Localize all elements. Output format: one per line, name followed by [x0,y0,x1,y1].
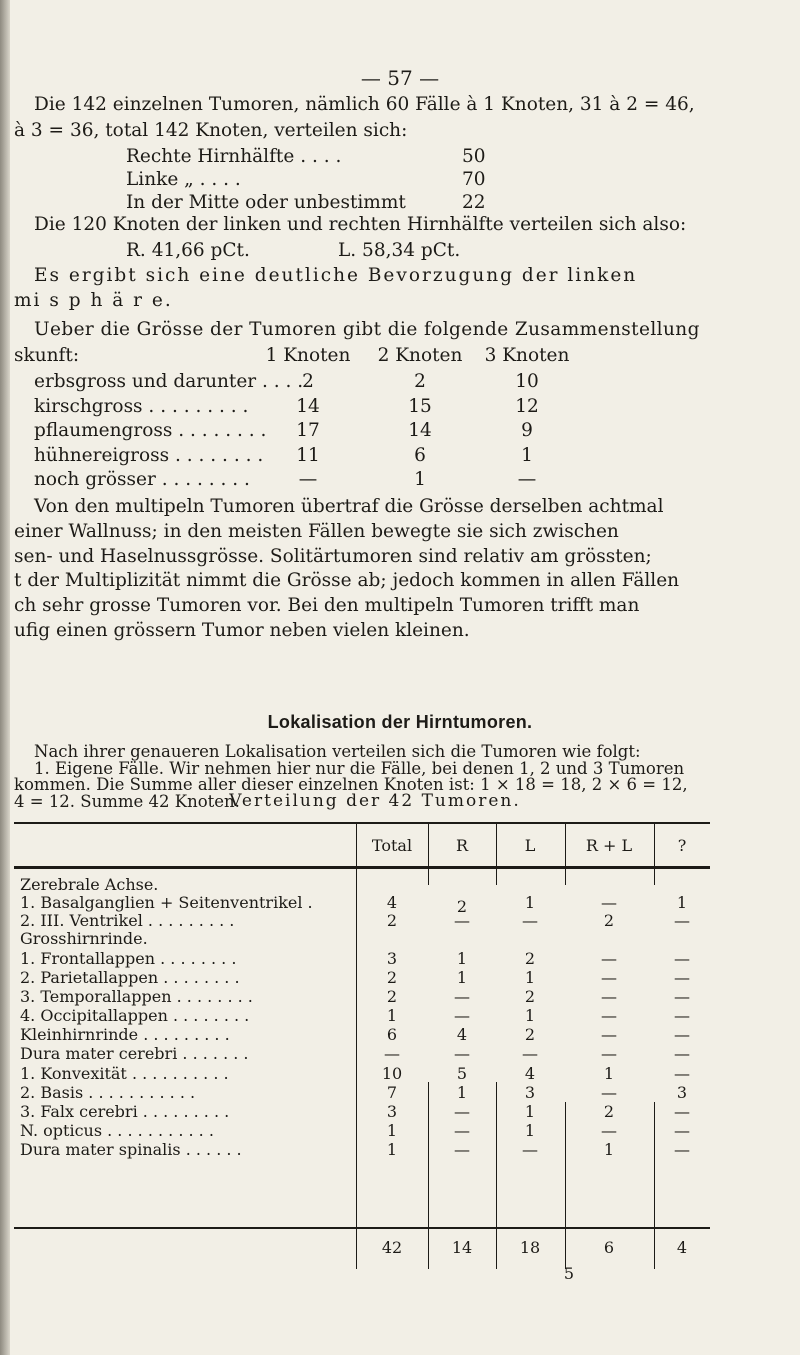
table-cell: — [454,1140,470,1159]
table-row-label: Kleinhirnrinde . . . . . . . . . [20,1025,230,1044]
paragraph-line: ch sehr grosse Tumoren vor. Bei den multipeln Tumoren trifft man [14,595,640,617]
column-divider-top [565,869,566,885]
table-cell: — [674,1006,690,1025]
size-table-cell: 17 [296,420,320,441]
table-total: 42 [381,1238,403,1257]
table-cell: 3 [386,1102,398,1121]
table-cell: 2 [603,1102,615,1121]
table-caption: Verteilung der 42 Tumoren. [229,791,521,811]
para2-line-1: Die 120 Knoten der linken und rechten Hirnhälfte verteilen sich also: [34,214,687,235]
table-cell: — [522,1140,538,1159]
table-cell: — [674,911,690,930]
totals-column-divider [428,1229,429,1269]
paragraph-line: 4 = 12. Summe 42 Knoten. [14,791,240,811]
size-table-cell: 1 [414,469,426,490]
table-row-label: 4. Occipitallappen . . . . . . . . [20,1006,250,1025]
table-cell: — [601,1121,617,1140]
table-column-header: Total [371,836,413,855]
table-cell: 1 [386,1121,398,1140]
header-column-divider [654,822,655,869]
column-divider-top [496,869,497,885]
table-cell: 1 [456,1083,468,1102]
table-cell: 4 [456,1025,468,1044]
distribution-label: Linke „ . . . . [126,169,241,190]
table-top-rule [14,822,710,824]
table-cell: — [454,911,470,930]
table-cell: 1 [524,1121,536,1140]
table-cell: — [601,1025,617,1044]
table-row-label: 3. Falx cerebri . . . . . . . . . [20,1102,230,1121]
table-cell: — [674,968,690,987]
table-row-label: Grosshirnrinde. [20,929,148,948]
table-cell: — [522,1044,538,1063]
table-row-label: Dura mater cerebri . . . . . . . [20,1044,249,1063]
size-table-row-label: noch grösser . . . . . . . . [34,469,250,490]
table-cell: 1 [524,968,536,987]
totals-column-divider [565,1229,566,1269]
page-binding-edge [0,0,10,1355]
table-cell: 2 [386,987,398,1006]
paragraph-line: sen- und Haselnussgrösse. Solitärtumoren sind relativ am grössten; [14,545,652,567]
table-cell: 1 [676,893,688,912]
table-total: 18 [519,1238,541,1257]
size-table-row-label: kirschgross . . . . . . . . . [34,395,249,417]
table-column-header: R [455,836,469,855]
table-header-rule [14,866,710,869]
size-table-cell: 10 [515,371,539,392]
table-cell: — [674,1102,690,1121]
table-extra-number: 5 [563,1264,575,1283]
table-cell: 2 [386,968,398,987]
paragraph-line: kommen. Die Summe aller dieser einzelnen Knoten ist: 1 × 18 = 18, 2 × 6 = 12, [14,775,688,794]
para2-line-3: Es ergibt sich eine deutliche Bevorzugung der linken [34,265,638,286]
table-row-label: 2. Parietallappen . . . . . . . . [20,968,240,987]
column-divider-top [654,869,655,885]
header-column-divider [496,822,497,869]
table-row-label: Zerebrale Achse. [20,875,159,894]
table-cell: — [601,1044,617,1063]
table-cell: — [674,987,690,1006]
table-cell: 2 [386,911,398,930]
table-cell: 1 [456,949,468,968]
table-column-header: ? [677,836,687,855]
table-cell: 1 [524,1006,536,1025]
table-row-label: N. opticus . . . . . . . . . . . [20,1121,214,1140]
size-table-cell: 14 [408,420,432,441]
size-intro-line-2: skunft: [14,345,80,366]
table-cell: 5 [456,1064,468,1083]
size-table-row-label: hühnereigross . . . . . . . . [34,444,264,466]
size-table-header: 3 Knoten [484,345,570,366]
size-table-cell: 12 [515,395,539,417]
column-divider-bottom [654,1102,655,1227]
localisation-table [14,822,710,1283]
table-cell: — [674,1140,690,1159]
percent-left: L. 58,34 pCt. [338,240,461,261]
table-column-header: R + L [585,836,633,855]
table-cell: 2 [603,911,615,930]
paragraph-line: Von den multipeln Tumoren übertraf die Grösse derselben achtmal [34,496,664,517]
paragraph-line: einer Wallnuss; in den meisten Fällen bewegte sie sich zwischen [14,520,619,542]
table-cell: 1 [456,968,468,987]
para2-line-4: mi s p h ä r e. [14,290,173,311]
totals-column-divider [654,1229,655,1269]
table-cell: 2 [524,987,536,1006]
table-cell: 4 [386,893,398,912]
table-cell: 4 [524,1064,536,1083]
table-cell: 2 [456,897,468,916]
intro-line-1: Die 142 einzelnen Tumoren, nämlich 60 Fälle à 1 Knoten, 31 à 2 = 46, [34,94,695,115]
table-cell: 3 [524,1083,536,1102]
paragraph-line: t der Multiplizität nimmt die Grösse ab; jedoch kommen in allen Fällen [14,570,680,592]
column-divider-top [356,869,357,1227]
distribution-value: 22 [462,192,486,213]
distribution-label: Rechte Hirnhälfte . . . . [126,146,342,167]
table-cell: 1 [603,1064,615,1083]
table-cell: 10 [381,1064,403,1083]
table-cell: — [674,1064,690,1083]
table-cell: — [601,949,617,968]
table-bottom-rule [14,1227,710,1229]
table-row-label: 1. Konvexität . . . . . . . . . . [20,1064,229,1083]
header-column-divider [565,822,566,869]
distribution-label: In der Mitte oder unbestimmt [126,192,406,213]
paragraph-line: 1. Eigene Fälle. Wir nehmen hier nur die Fälle, bei denen 1, 2 und 3 Tumoren [34,758,685,778]
distribution-value: 70 [462,169,486,190]
column-divider-top [428,869,429,885]
percent-right: R. 41,66 pCt. [126,240,250,261]
section-heading: Lokalisation der Hirntumoren. [267,712,533,732]
table-cell: 2 [524,949,536,968]
table-row-label: 1. Frontallappen . . . . . . . . [20,949,237,968]
table-cell: 1 [386,1006,398,1025]
table-cell: 3 [676,1083,688,1102]
column-divider-bottom [428,1082,429,1227]
size-intro-line-1: Ueber die Grösse der Tumoren gibt die folgende Zusammenstellung [34,319,700,340]
table-cell: — [601,1006,617,1025]
table-row-label: Dura mater spinalis . . . . . . [20,1140,242,1159]
table-cell: 1 [524,1102,536,1121]
table-row-label: 1. Basalganglien + Seitenventrikel . [20,893,313,912]
header-column-divider [428,822,429,869]
column-divider-bottom [496,1082,497,1227]
totals-column-divider [356,1229,357,1269]
intro-line-2: à 3 = 36, total 142 Knoten, verteilen sich: [14,120,408,141]
size-table-row-label: erbsgross und darunter . . . . [34,371,304,392]
size-table-header: 2 Knoten [377,345,463,366]
table-cell: — [454,1006,470,1025]
paragraph-line: ufig einen grössern Tumor neben vielen kleinen. [14,620,470,641]
table-cell: — [601,968,617,987]
table-row-label: 2. Basis . . . . . . . . . . . [20,1083,196,1102]
table-cell: — [454,1102,470,1121]
table-row-label: 2. III. Ventrikel . . . . . . . . . [20,911,235,930]
table-cell: 2 [524,1025,536,1044]
size-table-cell: 15 [408,395,432,417]
paragraph-line: Nach ihrer genaueren Lokalisation verteilen sich die Tumoren wie folgt: [34,742,641,761]
table-cell: — [454,1044,470,1063]
table-cell: — [601,893,617,912]
table-cell: — [674,949,690,968]
column-divider-bottom [565,1102,566,1227]
size-table-cell: 6 [414,444,426,466]
table-total: 4 [676,1238,688,1257]
table-cell: — [454,1121,470,1140]
table-cell: 7 [386,1083,398,1102]
size-table-header: 1 Knoten [265,345,351,366]
page-number: — 57 — [360,66,440,90]
distribution-value: 50 [462,146,486,167]
table-cell: — [601,987,617,1006]
size-table-cell: 9 [521,420,533,441]
size-table-cell: — [298,469,318,490]
table-cell: 1 [524,893,536,912]
table-cell: — [674,1121,690,1140]
size-table-cell: 2 [302,371,314,392]
table-cell: 3 [386,949,398,968]
totals-column-divider [496,1229,497,1269]
size-table-row-label: pflaumengross . . . . . . . . [34,420,267,441]
size-table-cell: — [517,469,537,490]
size-table-cell: 1 [521,444,533,466]
table-cell: 6 [386,1025,398,1044]
size-table-cell: 2 [414,371,426,392]
table-cell: — [384,1044,400,1063]
table-cell: — [454,987,470,1006]
table-cell: 1 [386,1140,398,1159]
size-table-cell: 14 [296,395,320,417]
table-cell: 1 [603,1140,615,1159]
table-cell: — [674,1025,690,1044]
table-row-label: 3. Temporallappen . . . . . . . . [20,987,253,1006]
table-cell: — [674,1044,690,1063]
table-cell: — [522,911,538,930]
header-column-divider [356,822,357,869]
size-table-cell: 11 [296,444,320,466]
table-cell: — [601,1083,617,1102]
table-column-header: L [524,836,536,855]
table-total: 14 [451,1238,473,1257]
table-total: 6 [603,1238,615,1257]
